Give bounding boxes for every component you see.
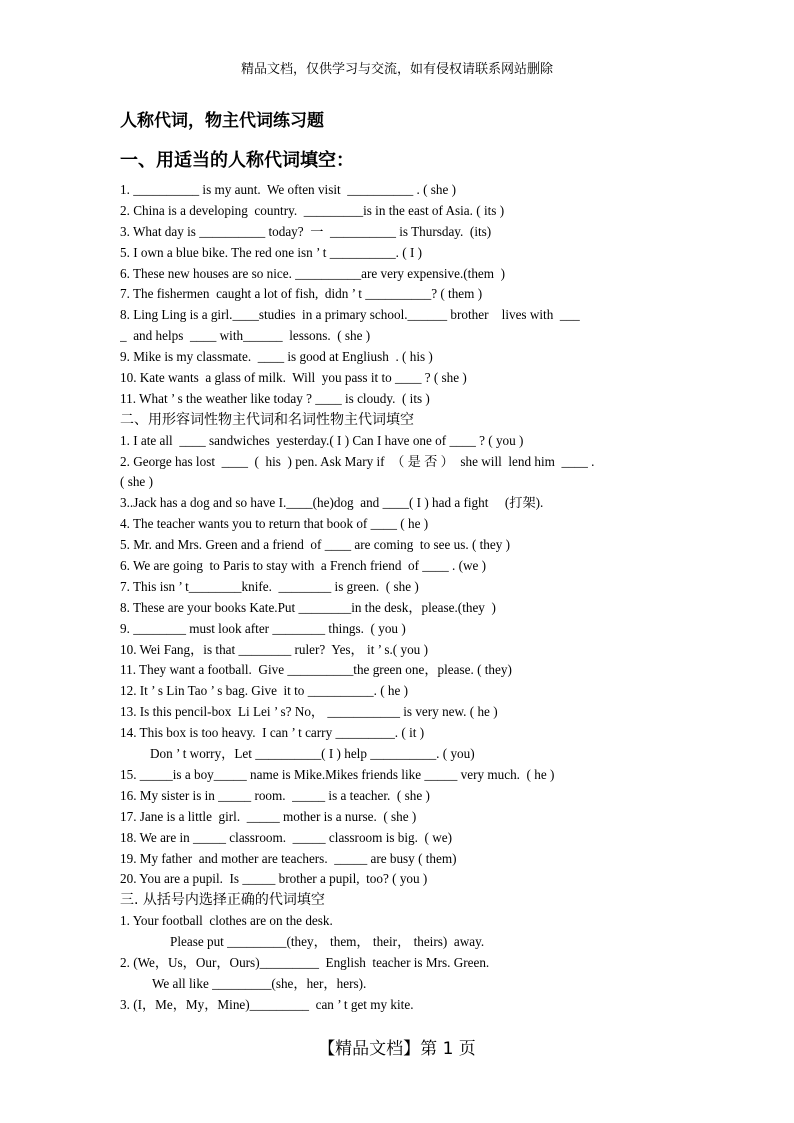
exercise-line: 10. Kate wants a glass of milk. Will you pass it to ____ ? ( she ) [120,370,467,386]
exercise-line: We all like _________(she，her，hers). [152,975,367,991]
exercise-line: 2. China is a developing country. _________is in the east of Asia. ( its ) [120,202,505,218]
exercise-line: 11. They want a football. Give __________the green one，please. ( they) [120,662,512,678]
exercise-line: Don ’ t worry，Let __________( I ) help __________. ( you) [150,746,475,762]
exercise-line: Please put _________(they， them， their， theirs) away. [170,934,485,950]
exercise-line: 20. You are a pupil. Is _____ brother a pupil, too? ( you ) [120,871,428,887]
exercise-line: 19. My father and mother are teachers. _____ are busy ( them) [120,850,457,866]
exercise-line: 8. These are your books Kate.Put ________in the desk，please.(they ) [120,599,496,615]
exercise-line: 14. This box is too heavy. I can ’ t carry _________. ( it ) [120,725,425,741]
exercise-line: 11. What ’ s the weather like today ? ____ is cloudy. ( its ) [120,390,430,406]
exercise-line: 6. We are going to Paris to stay with a French friend of ____ . (we ) [120,558,487,574]
exercise-line: 5. Mr. and Mrs. Green and a friend of ____ are coming to see us. ( they ) [120,537,511,553]
exercise-line: 7. This isn ’ t________knife. ________ is green. ( she ) [120,578,419,594]
header-watermark: 精品文档，仅供学习与交流，如有侵权请联系网站删除 [240,62,553,77]
exercise-line: 1. I ate all ____ sandwiches yesterday.( I ) Can I have one of ____ ? ( you ) [120,432,524,448]
exercise-line: 2. George has lost ____ ( his ) pen. Ask Mary if （ 是 否 ） she will lend him ____ . [120,453,595,469]
exercise-line: ( she ) [120,474,153,490]
exercise-line: 3. What day is __________ today? 一 __________ is Thursday. (its) [120,223,492,239]
exercise-line: 18. We are in _____ classroom. _____ classroom is big. ( we) [120,829,452,845]
exercise-line: 10. Wei Fang，is that ________ ruler? Yes， it ’ s.( you ) [120,641,428,657]
section-heading: 三. 从括号内选择正确的代词填空 [120,892,325,909]
exercise-line: 3..Jack has a dog and so have I.____(he)dog and ____( I ) had a fight (打架). [120,495,544,511]
exercise-line: 9. ________ must look after ________ things. ( you ) [120,620,406,636]
document-title: 人称代词，物主代词练习题 [120,111,324,131]
exercise-line: 13. Is this pencil-box Li Lei ’ s? No， ___________ is very new. ( he ) [120,704,498,720]
exercise-line: 1. Your football clothes are on the desk. [120,913,333,929]
exercise-line: 6. These new houses are so nice. __________are very expensive.(them ) [120,265,506,281]
exercise-line: 9. Mike is my classmate. ____ is good at Engliush . ( his ) [120,349,433,365]
exercise-line: 1. __________ is my aunt. We often visit __________ . ( she ) [120,182,457,197]
exercise-line: 17. Jane is a little girl. _____ mother is a nurse. ( she ) [120,808,417,824]
exercise-line: 5. I own a blue bike. The red one isn ’ t __________. ( I ) [120,244,423,260]
exercise-line: 3. (I，Me，My，Mine)_________ can ’ t get my kite. [120,996,414,1012]
exercise-line: 15. _____is a boy_____ name is Mike.Mikes friends like _____ very much. ( he ) [120,766,555,782]
exercise-line: 12. It ’ s Lin Tao ’ s bag. Give it to __________. ( he ) [120,683,409,699]
exercise-line: 8. Ling Ling is a girl.____studies in a primary school.______ brother lives with ___ [120,307,580,323]
exercise-line: 7. The fishermen caught a lot of fish, didn ’ t __________? ( them ) [120,286,483,302]
exercise-line: _ and helps ____ with______ lessons. ( she ) [120,328,371,344]
exercise-list [120,180,680,1016]
exercise-line: 4. The teacher wants you to return that book of ____ ( he ) [120,516,429,532]
page-footer: 【精品文档】第 1 页 [318,1039,476,1059]
exercise-line: 16. My sister is in _____ room. _____ is a teacher. ( she ) [120,787,430,803]
section-heading: 二、用形容词性物主代词和名词性物主代词填空 [120,411,414,428]
exercise-line: 2. (We，Us，Our，Ours)_________ English teacher is Mrs. Green. [120,954,490,970]
section-1-heading: 一、用适当的人称代词填空： [120,150,354,171]
